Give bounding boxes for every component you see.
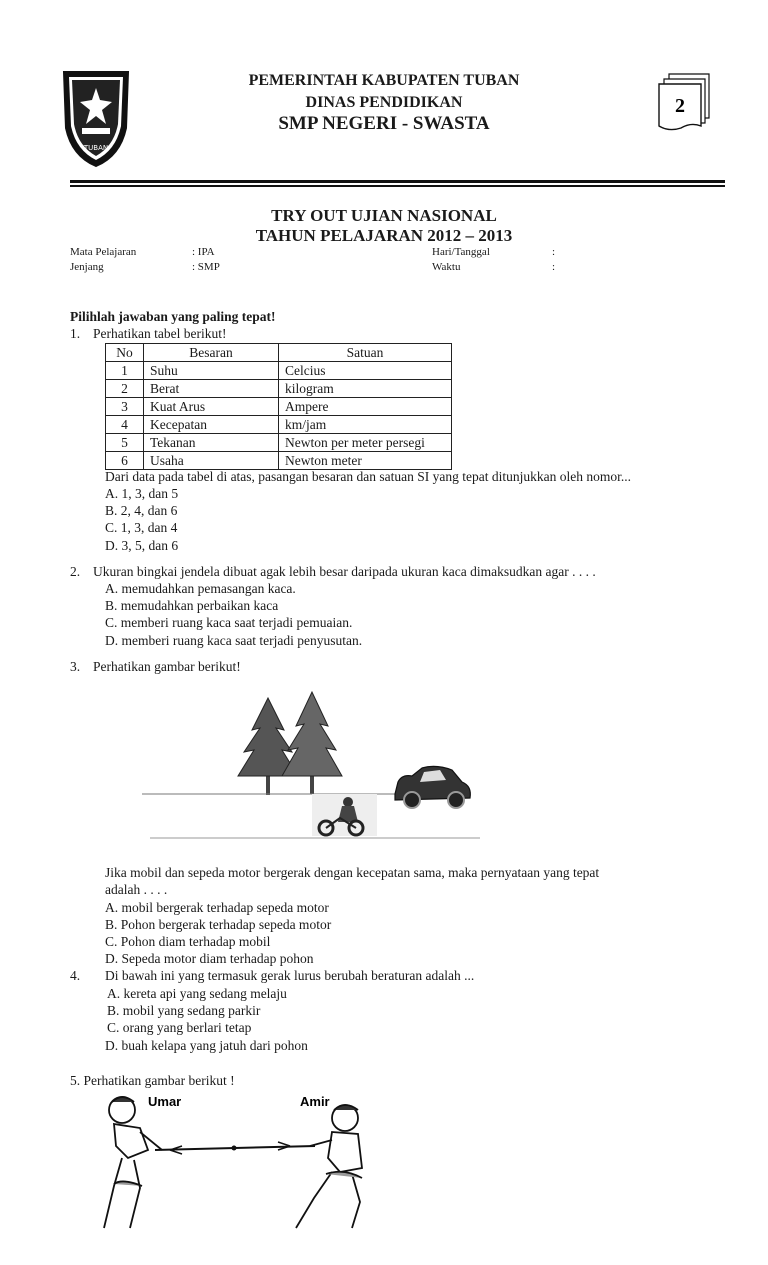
- exam-year: TAHUN PELAJARAN 2012 – 2013: [255, 226, 513, 245]
- q1-option-c: C. 1, 3, dan 4: [105, 520, 178, 535]
- page-number-badge: [655, 72, 711, 134]
- q2-option-c: C. memberi ruang kaca saat terjadi pemuaian.: [105, 615, 353, 630]
- car-icon: [395, 766, 470, 808]
- table-header: Besaran: [144, 344, 279, 362]
- svg-text:2: 2: [675, 95, 685, 117]
- table-cell: 2: [106, 380, 144, 398]
- q4-option-d: D. buah kelapa yang jatuh dari pohon: [105, 1038, 308, 1053]
- q2-option-d: D. memberi ruang kaca saat terjadi penyusutan.: [105, 633, 363, 648]
- table-cell: Usaha: [144, 452, 279, 470]
- tree-icon: [282, 692, 342, 794]
- q3-text: Perhatikan gambar berikut!: [93, 659, 241, 674]
- q3-question-line2: adalah . . . .: [105, 882, 168, 897]
- q2-text: Ukuran bingkai jendela dibuat agak lebih besar daripada ukuran kaca dimaksudkan agar . . . .: [93, 564, 596, 579]
- table-cell: Newton per meter persegi: [279, 434, 452, 452]
- table-cell: Kecepatan: [144, 416, 279, 434]
- table-cell: 6: [106, 452, 144, 470]
- table-cell: 1: [106, 362, 144, 380]
- q2-option-b: B. memudahkan perbaikan kaca: [105, 598, 279, 613]
- table-header: Satuan: [279, 344, 452, 362]
- table-cell: Ampere: [279, 398, 452, 416]
- header-government: PEMERINTAH KABUPATEN TUBAN: [248, 72, 520, 89]
- time-label: Waktu: [432, 261, 461, 273]
- boy-left-icon: [104, 1097, 162, 1228]
- motorcycle-icon: [312, 794, 377, 836]
- table-cell: Berat: [144, 380, 279, 398]
- q5-text: 5. Perhatikan gambar berikut !: [70, 1073, 235, 1088]
- subject-value: : IPA: [192, 246, 215, 258]
- header-school: SMP NEGERI - SWASTA: [278, 113, 490, 134]
- table-cell: 5: [106, 434, 144, 452]
- header-department: DINAS PENDIDIKAN: [305, 94, 463, 111]
- svg-text:TUBAN: TUBAN: [83, 144, 109, 152]
- q1-option-d: D. 3, 5, dan 6: [105, 538, 179, 553]
- table-cell: km/jam: [279, 416, 452, 434]
- table-cell: 4: [106, 416, 144, 434]
- q3-number: 3.: [70, 659, 81, 674]
- level-value: : SMP: [192, 261, 220, 273]
- table-row: [106, 380, 452, 398]
- time-value: :: [552, 261, 556, 273]
- date-value: :: [552, 246, 556, 258]
- table-header: No: [106, 344, 144, 362]
- q3-option-d: D. Sepeda motor diam terhadap pohon: [105, 951, 314, 966]
- q4-option-b: B. mobil yang sedang parkir: [107, 1003, 261, 1018]
- q1-text: Perhatikan tabel berikut!: [93, 326, 227, 341]
- table-cell: Celcius: [279, 362, 452, 380]
- umar-label: Umar: [148, 1094, 182, 1109]
- table-cell: 3: [106, 398, 144, 416]
- date-label: Hari/Tanggal: [432, 246, 490, 258]
- table-row: [106, 398, 452, 416]
- q2-option-a: A. memudahkan pemasangan kaca.: [105, 581, 296, 596]
- q1-number: 1.: [70, 326, 81, 341]
- instruction: Pilihlah jawaban yang paling tepat!: [70, 309, 276, 324]
- header-rule-thick: [70, 180, 725, 183]
- header-rule-thin: [70, 185, 725, 187]
- q3-illustration: [140, 690, 485, 842]
- table-cell: Kuat Arus: [144, 398, 279, 416]
- q3-option-b: B. Pohon bergerak terhadap sepeda motor: [105, 917, 332, 932]
- level-label: Jenjang: [70, 261, 104, 273]
- subject-label: Mata Pelajaran: [70, 246, 137, 258]
- table-cell: kilogram: [279, 380, 452, 398]
- table-cell: Tekanan: [144, 434, 279, 452]
- table-row: [106, 434, 452, 452]
- table-row: [106, 362, 452, 380]
- q2-number: 2.: [70, 564, 81, 579]
- table-cell: Newton meter: [279, 452, 452, 470]
- table-row: [106, 416, 452, 434]
- table-row: [106, 452, 452, 470]
- q1-option-b: B. 2, 4, dan 6: [105, 503, 178, 518]
- q3-option-a: A. mobil bergerak terhadap sepeda motor: [105, 900, 329, 915]
- q1-question: Dari data pada tabel di atas, pasangan besaran dan satuan SI yang tepat ditunjukkan oleh nomor...: [105, 469, 631, 484]
- q4-option-c: C. orang yang berlari tetap: [107, 1020, 252, 1035]
- table-header-row: [106, 344, 452, 362]
- q3-question-line1: Jika mobil dan sepeda motor bergerak dengan kecepatan sama, maka pernyataan yang tepat: [105, 865, 600, 880]
- table-cell: Suhu: [144, 362, 279, 380]
- q1-table: [105, 343, 452, 470]
- amir-label: Amir: [300, 1094, 330, 1109]
- q5-illustration: [100, 1088, 368, 1238]
- tree-icon: [238, 698, 298, 795]
- q4-option-a: A. kereta api yang sedang melaju: [107, 986, 287, 1001]
- q4-number: 4.: [70, 968, 81, 983]
- q1-option-a: A. 1, 3, dan 5: [105, 486, 179, 501]
- q3-option-c: C. Pohon diam terhadap mobil: [105, 934, 271, 949]
- q4-text: Di bawah ini yang termasuk gerak lurus berubah beraturan adalah ...: [105, 968, 475, 983]
- exam-title: TRY OUT UJIAN NASIONAL: [271, 206, 497, 225]
- boy-right-icon: [296, 1105, 362, 1228]
